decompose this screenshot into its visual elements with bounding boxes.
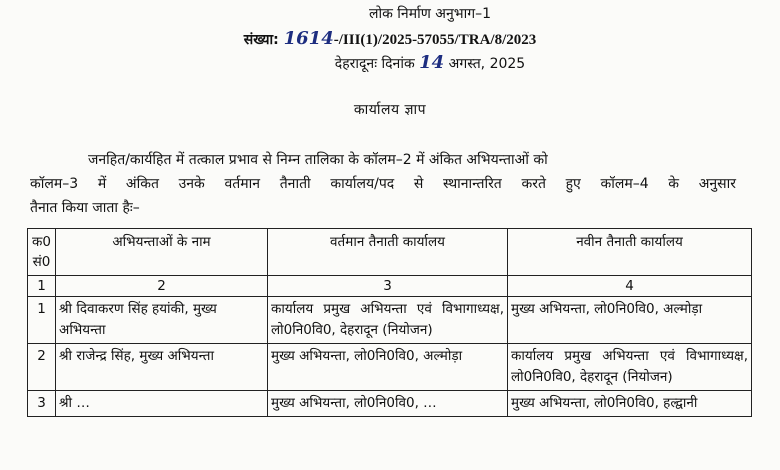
row-current-office: कार्यालय प्रमुख अभियन्ता एवं विभागाध्यक्ष, लो0नि0वि0, देहरादून (नियोजन): [268, 297, 508, 344]
date-line: [40, 52, 780, 73]
table-header-row: [28, 229, 752, 276]
table-row: [28, 391, 752, 417]
header-new-office: नवीन तैनाती कार्यालय: [508, 229, 752, 276]
column-number: 2: [56, 276, 268, 297]
column-number: 1: [28, 276, 56, 297]
row-serial: 1: [28, 297, 56, 344]
handwritten-day: 14: [419, 52, 445, 73]
row-new-office: कार्यालय प्रमुख अभियन्ता एवं विभागाध्यक्ष, लो0नि0वि0, देहरादून (नियोजन): [508, 344, 752, 391]
date-suffix: अगस्त, 2025: [448, 56, 526, 72]
row-name: श्री दिवाकरण सिंह हयांकी, मुख्य अभियन्ता: [56, 297, 268, 344]
row-current-office: मुख्य अभियन्ता, लो0नि0वि0, अल्मोड़ा: [268, 344, 508, 391]
letter-number: -/III(1)/2025-57055/TRA/8/2023: [333, 32, 537, 48]
header-serial: क0 सं0: [28, 229, 56, 276]
column-number-row: [28, 276, 752, 297]
handwritten-number: 1614: [283, 28, 334, 49]
column-number: 4: [508, 276, 752, 297]
header-current-office: वर्तमान तैनाती कार्यालय: [268, 229, 508, 276]
transfer-table: [27, 228, 752, 417]
row-name: श्री राजेन्द्र सिंह, मुख्य अभियन्ता: [56, 344, 268, 391]
memo-title: कार्यालय ज्ञाप: [353, 102, 427, 118]
table-row: [28, 344, 752, 391]
row-name: श्री …: [56, 391, 268, 417]
row-new-office: मुख्य अभियन्ता, लो0नि0वि0, हल्द्वानी: [508, 391, 752, 417]
row-new-office: मुख्य अभियन्ता, लो0नि0वि0, अल्मोड़ा: [508, 297, 752, 344]
column-number: 3: [268, 276, 508, 297]
row-serial: 2: [28, 344, 56, 391]
number-label: संख्या:: [243, 32, 279, 48]
row-current-office: मुख्य अभियन्ता, लो0नि0वि0, …: [268, 391, 508, 417]
body-line-2: कॉलम–3 में अंकित उनके वर्तमान तैनाती कार्यालय/पद से स्थानान्तरित करते हुए कॉलम–4 के अनुसार: [30, 176, 736, 192]
row-serial: 3: [28, 391, 56, 417]
table-row: [28, 297, 752, 344]
body-line-3: तैनात किया जाता हैः–: [30, 200, 140, 216]
date-prefix: देहरादूनः दिनांक: [334, 56, 415, 72]
header-name: अभियन्ताओं के नाम: [56, 229, 268, 276]
letter-number-line: [0, 28, 780, 49]
department-heading: [40, 4, 780, 23]
body-line-1: जनहित/कार्यहित में तत्काल प्रभाव से निम्न तालिका के कॉलम–2 में अंकित अभियन्ताओं को: [88, 152, 548, 168]
department-name: लोक निर्माण अनुभाग–1: [368, 6, 491, 22]
